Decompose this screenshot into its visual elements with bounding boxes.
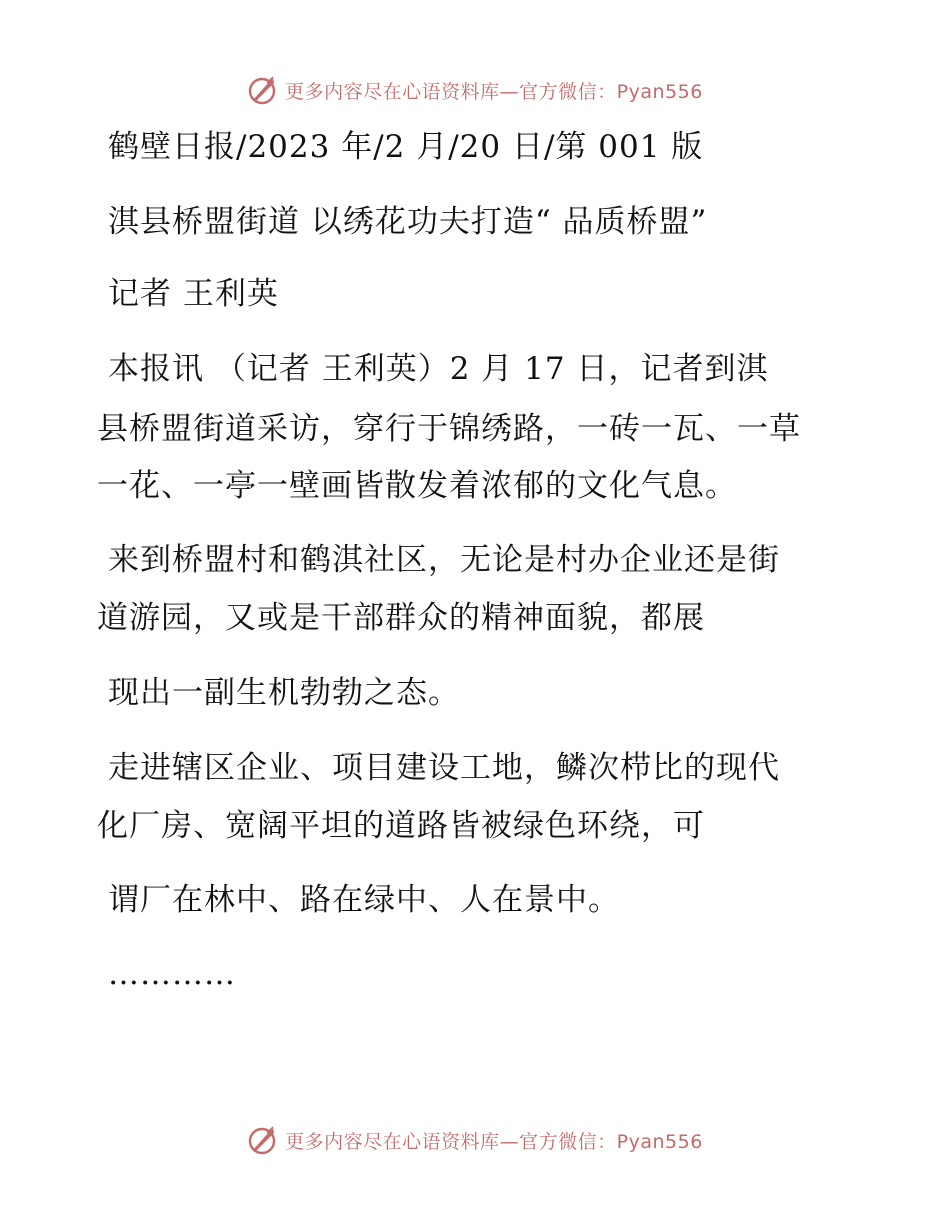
paragraph-line: 县桥盟街道采访，穿行于锦绣路，一砖一瓦、一草 [97,411,801,447]
paragraph-line: 一花、一亭一壁画皆散发着浓郁的文化气息。 [97,468,737,504]
paragraph-line: 谓厂在林中、路在绿中、人在景中。 [108,882,620,918]
pen-logo-icon [247,74,279,106]
watermark-text: 更多内容尽在心语资料库—官方微信：Pyan556 [285,1130,703,1153]
headline: 淇县桥盟街道 以绣花功夫打造“ 品质桥盟” [108,204,708,240]
watermark-text: 更多内容尽在心语资料库—官方微信：Pyan556 [285,80,703,103]
watermark-footer [0,1120,950,1160]
paragraph-line: 本报讯 （记者 王利英）2 月 17 日，记者到淇 [108,351,769,387]
paragraph-line: 化厂房、宽阔平坦的道路皆被绿色环绕，可 [97,808,705,844]
paragraph-line: 走进辖区企业、项目建设工地，鳞次栉比的现代 [108,750,780,786]
watermark-header [0,70,950,110]
byline: 记者 王利英 [108,276,279,312]
paragraph-line: 来到桥盟村和鹤淇社区，无论是村办企业还是街 [108,542,780,578]
ellipsis: ………… [108,956,236,992]
pen-logo-icon [247,1124,279,1156]
paragraph-line: 现出一副生机勃勃之态。 [108,675,460,711]
dateline: 鹤壁日报/2023 年/2 月/20 日/第 001 版 [108,129,704,165]
paragraph-line: 道游园，又或是干部群众的精神面貌，都展 [97,600,705,636]
